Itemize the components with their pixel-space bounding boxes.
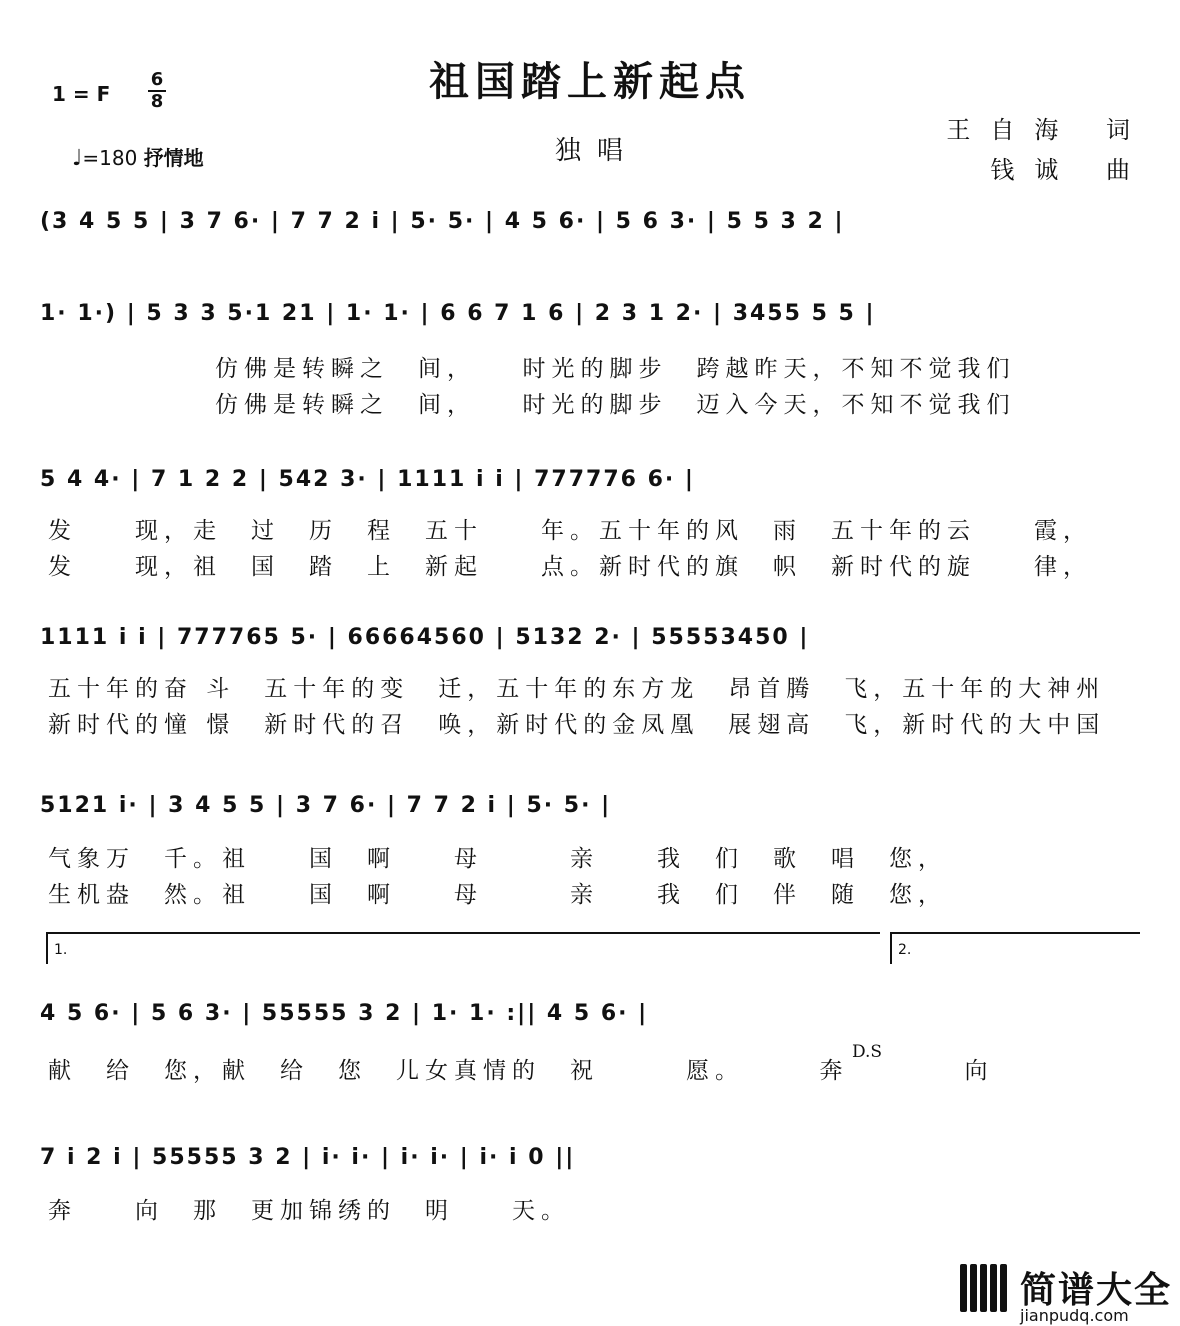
tempo-marking (72, 142, 204, 171)
notation-row-5 (40, 782, 1140, 830)
piano-keys-icon (960, 1264, 1012, 1314)
time-signature-bottom: 8 (150, 91, 164, 112)
notes: 5 4 4· | 7 1 2 2 | 542 3· | 1111 i i | 777776 6· | (40, 467, 695, 492)
lyric-line-3a: 发 现，走 过 历 程 五十 年。五十年的风 雨 五十年的云 霞， (48, 518, 1092, 544)
notation-row-2 (40, 290, 1140, 338)
first-ending-label: 1. (54, 942, 68, 958)
performance-mode: 独唱 (555, 136, 640, 166)
first-ending-bracket (46, 932, 880, 964)
notation-row-3 (40, 456, 1140, 504)
time-signature (146, 70, 168, 112)
notes: 1111 i i | 777765 5· | 66664560 | 5132 2· | 55553450 | (40, 625, 810, 650)
notation-row-6 (40, 990, 1140, 1038)
lyric-line-4b: 新时代的憧 憬 新时代的召 唤，新时代的金凤凰 展翅高 飞，新时代的大中国 (48, 712, 1106, 738)
lyric-line-7: 奔 向 那 更加锦绣的 明 天。 (48, 1198, 570, 1224)
lyric-line-5b: 生机盎 然。祖 国 啊 母 亲 我 们 伴 随 您， (48, 882, 947, 908)
notation-row-1 (40, 198, 1140, 246)
lyricist-credit: 王自海 词 (946, 116, 1150, 144)
notes: 1· 1·) | 5 3 3 5·1 21 | 1· 1· | 6 6 7 1 6 | 2 3 1 2· | 3455 5 5 | (40, 301, 876, 326)
second-ending-bracket (890, 932, 1140, 964)
quarter-note-icon: ♩ (72, 146, 83, 171)
composer-credit: 钱诚 曲 (990, 156, 1150, 184)
lyric-line-3b: 发 现，祖 国 踏 上 新起 点。新时代的旗 帜 新时代的旋 律， (48, 554, 1092, 580)
notation-row-7 (40, 1134, 1140, 1182)
notation-row-4 (40, 614, 1140, 662)
key-signature: 1 = F (52, 82, 111, 106)
site-logo (960, 1262, 1176, 1325)
time-signature-top: 6 (150, 69, 164, 90)
second-ending-label: 2. (898, 942, 912, 958)
lyric-line-4a: 五十年的奋 斗 五十年的变 迁，五十年的东方龙 昂首腾 飞，五十年的大神州 (48, 676, 1106, 702)
site-name: 简谱大全 (1020, 1270, 1173, 1311)
notes: 7 i 2 i | 55555 3 2 | i· i· | i· i· | i· i 0 || (40, 1145, 576, 1170)
notes: 4 5 6· | 5 6 3· | 55555 3 2 | 1· 1· :|| 4 5 6· | (40, 1001, 649, 1026)
site-url: jianpudq.com (1020, 1306, 1129, 1325)
lyric-line-2a: 仿佛是转瞬之 间， 时光的脚步 跨越昨天，不知不觉我们 (215, 356, 1016, 382)
lyric-line-5a: 气象万 千。祖 国 啊 母 亲 我 们 歌 唱 您， (48, 846, 947, 872)
song-title: 祖国踏上新起点 (429, 58, 751, 105)
lyric-line-6: 献 给 您，献 给 您 儿女真情的 祝 愿。 奔 向 (48, 1058, 994, 1084)
notes: 5121 i· | 3 4 5 5 | 3 7 6· | 7 7 2 i | 5· 5· | (40, 793, 612, 818)
notes: (3 4 5 5 | 3 7 6· | 7 7 2 i | 5· 5· | 4 5 6· | 5 6 3· | 5 5 3 2 | (40, 209, 845, 234)
tempo-value: =180 (82, 146, 138, 170)
lyric-line-2b: 仿佛是转瞬之 间， 时光的脚步 迈入今天，不知不觉我们 (215, 392, 1016, 418)
expression-marking: 抒情地 (143, 146, 204, 170)
dal-segno-marking: D.S (852, 1042, 883, 1062)
